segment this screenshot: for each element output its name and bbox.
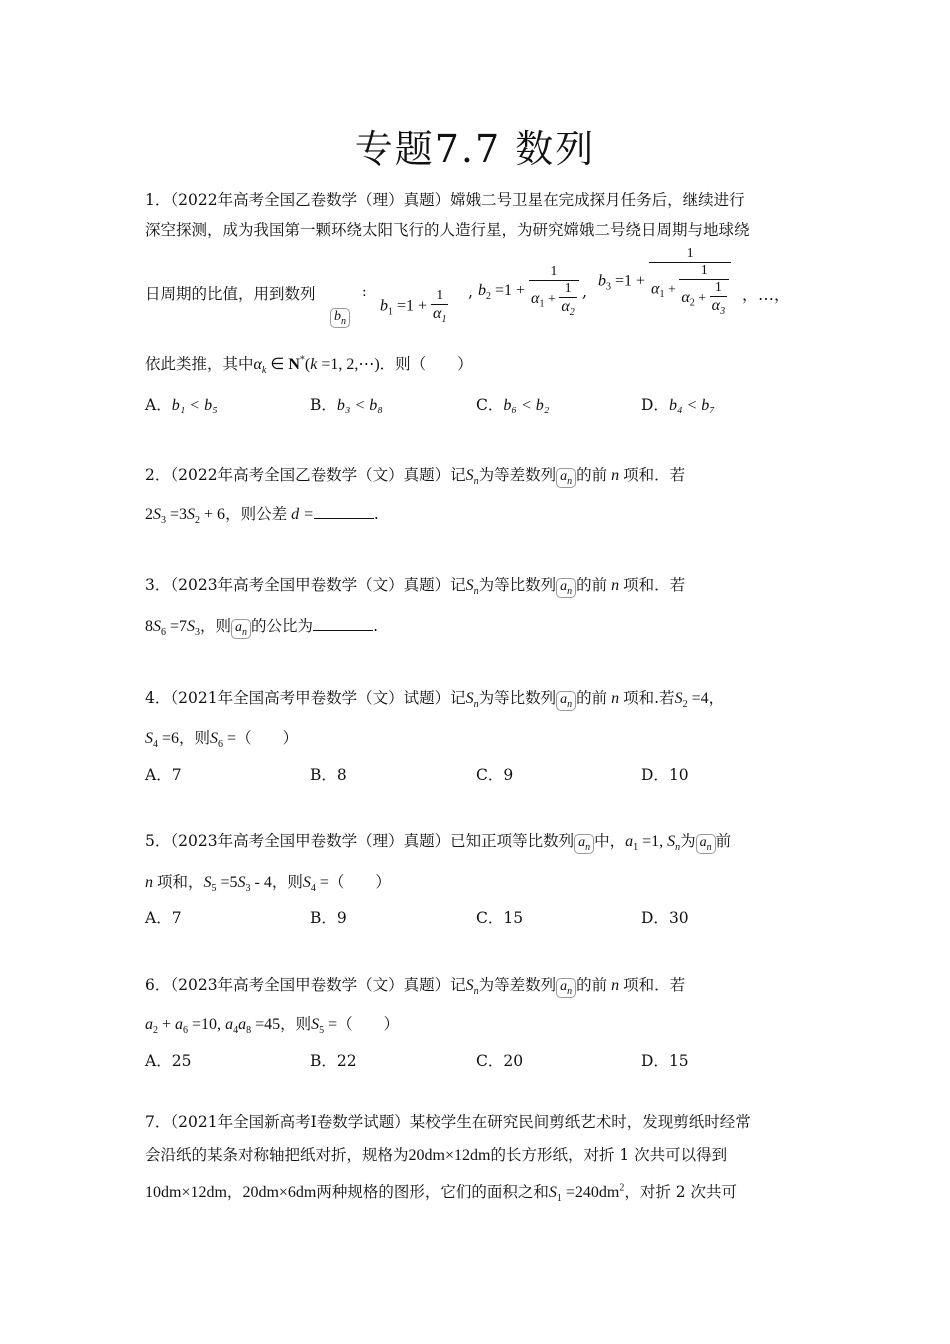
q1-b2-formula: $b_2 =1$ + 1 $\alpha_1$ + $\frac{1}{\alpha_2}$ <box>478 264 579 318</box>
q7-size-1: 20dm×12dm <box>408 1147 491 1164</box>
q3-line-2: $8S_6 =7S_3$，则 $a_n$ 的公比为 . <box>145 617 378 639</box>
option-label: B． <box>310 396 337 414</box>
option-value: 7 <box>171 766 182 784</box>
q6-equation: $a_2 + a_6 =10$, $a_4a_8 =45$ <box>145 1016 281 1037</box>
q1-line-4: 依此类推，其中$\alpha_k$ ∈ N*(k =1, 2,⋯)．则（ ） <box>145 354 473 377</box>
q1-number: 1． <box>145 191 171 209</box>
q1-comma-2: , <box>582 282 588 301</box>
q5-text: 中， <box>594 832 626 850</box>
q6-option-b[interactable] <box>310 1049 357 1071</box>
option-value: 9 <box>336 909 347 927</box>
q6-option-d[interactable] <box>641 1049 689 1071</box>
option-label: A． <box>145 766 172 784</box>
option-label: D． <box>641 1052 669 1070</box>
q2-text: 的前 <box>576 466 608 484</box>
q1-text-4-post: ．则（ ） <box>379 355 473 373</box>
q1-line-3: 日周期的比值，用到数列 <box>145 285 316 303</box>
q5-option-b[interactable] <box>310 906 347 928</box>
q1-b1-formula: $b_1 =1$ + $\frac{1}{\alpha_1}$ <box>380 288 447 326</box>
q6-text: 为等差数列 <box>478 976 557 994</box>
q6-text: 的前 <box>576 976 608 994</box>
q4-source: （2021年全国高考甲卷数学（文）试题） <box>170 689 451 707</box>
q4-text: 记 <box>450 689 466 707</box>
q2-answer-blank[interactable] <box>314 504 374 519</box>
q5-number: 5． <box>145 832 171 850</box>
q1-alpha-condition: $\alpha_k$ <box>253 356 267 377</box>
q6-source: （2023年高考全国甲卷数学（文）真题） <box>170 976 451 994</box>
q7-number: 7． <box>145 1113 171 1131</box>
q1-colon: : <box>362 284 367 300</box>
q5-text: （ ） <box>328 873 391 891</box>
q2-number: 2． <box>145 466 171 484</box>
q1-option-b[interactable] <box>310 393 383 415</box>
q4-text: （ ） <box>236 729 299 747</box>
q2-line-1: 2．（2022年高考全国乙卷数学（文）真题）记$S_n$为等差数列 $a_n$ 的前 n 项和．若 <box>145 466 686 488</box>
q6-option-a[interactable] <box>145 1049 191 1071</box>
option-value: 7 <box>171 909 182 927</box>
q4-equation: $S_4 =6$ <box>145 730 180 751</box>
q6-text: ，则 <box>280 1015 312 1033</box>
q1-comma-1: , <box>468 282 474 301</box>
option-value: 15 <box>503 909 524 927</box>
q2-text: 项和．若 <box>623 466 686 484</box>
q1-option-d[interactable] <box>641 393 715 415</box>
option-label: B． <box>310 766 337 784</box>
option-label: C． <box>476 1052 504 1070</box>
q7-source: （2021年全国新高考I卷数学试题） <box>170 1113 410 1131</box>
q7-text: 会沿纸的某条对称轴把纸对折，规格为 <box>145 1146 409 1164</box>
q6-line-2: $a_2 + a_6 =10$, $a_4a_8 =45$，则$S_5$ =（ ） <box>145 1015 400 1037</box>
q5-text: ，则 <box>271 873 303 891</box>
q1-line-1 <box>145 188 745 210</box>
q5-text: 前 <box>715 832 732 850</box>
q3-text: 为等比数列 <box>478 576 557 594</box>
q7-line-2 <box>145 1143 727 1165</box>
q2-source: （2022年高考全国乙卷数学（文）真题） <box>170 466 451 484</box>
q1-option-a[interactable] <box>145 393 218 415</box>
option-value: 25 <box>171 1052 192 1070</box>
option-value: 30 <box>668 909 689 927</box>
q6-text: 项和．若 <box>623 976 686 994</box>
q4-line-2: $S_4 =6$，则$S_6$ =（ ） <box>145 729 299 751</box>
q1-text-4-pre: 依此类推，其中 <box>145 355 254 373</box>
q3-equation: $8S_6 =7S_3$ <box>145 618 201 639</box>
q6-text: （ ） <box>337 1015 400 1033</box>
q7-line-3: 10dm×12dm，20dm×6dm两种规格的图形，它们的面积之和$S_1 =240dm^2$，对折 2 次共可 <box>145 1182 738 1205</box>
option-value: 20 <box>503 1052 524 1070</box>
q5-text: 项和， <box>157 873 204 891</box>
q5-option-c[interactable] <box>476 906 523 928</box>
q1-sequence-bn: $b_n$ <box>330 308 350 328</box>
q2-line-2: $2S_3 =3S_2 + 6$，则公差 d = . <box>145 505 379 527</box>
q7-text: 某校学生在研究民间剪纸艺术时，发现剪纸时经常 <box>409 1113 751 1131</box>
q6-text: 记 <box>450 976 466 994</box>
option-label: A． <box>145 396 172 414</box>
option-label: D． <box>641 909 669 927</box>
option-value: 22 <box>336 1052 357 1070</box>
q3-answer-blank[interactable] <box>313 616 373 631</box>
q2-text: . <box>373 505 379 523</box>
q5-equation: $S_5 =5S_3 - 4$ <box>203 874 272 895</box>
option-label: D． <box>641 396 669 414</box>
option-label: B． <box>310 909 337 927</box>
q4-option-a[interactable] <box>145 763 182 785</box>
q3-text: 记 <box>450 576 466 594</box>
option-value: 8 <box>336 766 347 784</box>
q5-option-a[interactable] <box>145 906 182 928</box>
q4-text: ，则 <box>179 729 211 747</box>
option-value: 9 <box>503 766 514 784</box>
q1-option-c[interactable] <box>476 393 549 415</box>
option-label: C． <box>476 396 504 414</box>
q7-line-1 <box>145 1110 751 1132</box>
q6-line-1: 6．（2023年高考全国甲卷数学（文）真题）记$S_n$为等差数列 $a_n$ 的前 n 项和．若 <box>145 976 686 998</box>
option-label: A． <box>145 1052 172 1070</box>
option-label: D． <box>641 766 669 784</box>
q5-source: （2023年高考全国甲卷数学（理）真题） <box>170 832 451 850</box>
q7-size-3: 20dm×6dm <box>242 1184 317 1201</box>
q7-text: 的长方形纸，对折 1 次共可以得到 <box>490 1146 728 1164</box>
q1-b3-formula: $b_3 =1$ + 1 $\alpha_1$ + 1 $\alpha_2$ + $\frac{1}{\alpha_3}$ <box>598 246 731 317</box>
q3-number: 3． <box>145 576 171 594</box>
option-math: b₁ < b₅ <box>171 397 218 414</box>
q7-size-2: 10dm×12dm <box>145 1184 227 1201</box>
q4-option-b[interactable] <box>310 763 347 785</box>
q5-text: 已知正项等比数列 <box>450 832 575 850</box>
option-math: b₆ < b₂ <box>503 397 550 414</box>
q1-source: （2022年高考全国乙卷数学（理）真题） <box>170 191 451 209</box>
option-label: A． <box>145 909 172 927</box>
q6-option-c[interactable] <box>476 1049 523 1071</box>
q2-text: 记 <box>450 466 466 484</box>
q7-text: ， <box>226 1183 243 1201</box>
page-title: 专题7.7 数列 <box>354 127 596 171</box>
q6-number: 6． <box>145 976 171 994</box>
option-label: C． <box>476 766 504 784</box>
q3-text: 项和．若 <box>623 576 686 594</box>
q1-line-2: 深空探测，成为我国第一颗环绕太阳飞行的人造行星，为研究嫦娥二号绕日周期与地球绕 <box>145 221 750 239</box>
q7-text: ，对折 2 次共可 <box>624 1183 738 1201</box>
q4-text: 为等比数列 <box>478 689 557 707</box>
q5-line-1: 5．（2023年高考全国甲卷数学（理）真题）已知正项等比数列 $a_n$ 中，$a_1 =1$, $S_n$为 $a_n$ 前 <box>145 832 732 854</box>
option-math: b₃ < b₈ <box>336 397 383 414</box>
q3-text: . <box>373 617 378 635</box>
q3-text: ，则 <box>200 617 232 635</box>
q2-text: 为等差数列 <box>478 466 557 484</box>
q4-option-c[interactable] <box>476 763 513 785</box>
option-math: b₄ < b₇ <box>668 397 715 414</box>
q5-option-d[interactable] <box>641 906 689 928</box>
q7-text: 两种规格的图形，它们的面积之和 <box>316 1183 549 1201</box>
option-value: 10 <box>668 766 689 784</box>
q4-number: 4． <box>145 689 171 707</box>
q1-ellipsis: ，…， <box>742 285 791 304</box>
q4-line-1: 4．（2021年全国高考甲卷数学（文）试题）记$S_n$为等比数列 $a_n$ 的前 n 项和.若$S_2 =4$， <box>145 689 725 711</box>
q2-equation: $2S_3 =3S_2 + 6$ <box>145 506 226 527</box>
q5-text: 为 <box>680 832 696 850</box>
q3-line-1: 3．（2023年高考全国甲卷数学（文）真题）记$S_n$为等比数列 $a_n$ 的前 n 项和．若 <box>145 576 686 598</box>
q3-source: （2023年高考全国甲卷数学（文）真题） <box>170 576 451 594</box>
option-label: B． <box>310 1052 337 1070</box>
q4-text: 项和.若 <box>623 689 675 707</box>
q4-text: 的前 <box>576 689 608 707</box>
option-label: C． <box>476 909 504 927</box>
q4-option-d[interactable] <box>641 763 689 785</box>
q3-text: 的前 <box>576 576 608 594</box>
option-value: 15 <box>668 1052 689 1070</box>
q1-text-1: 嫦娥二号卫星在完成探月任务后，继续进行 <box>450 191 745 209</box>
q3-text: 的公比为 <box>251 617 314 635</box>
q2-text: ，则公差 <box>225 505 288 523</box>
q5-line-2: n 项和，$S_5 =5S_3 - 4$，则$S_4$ =（ ） <box>145 873 391 895</box>
